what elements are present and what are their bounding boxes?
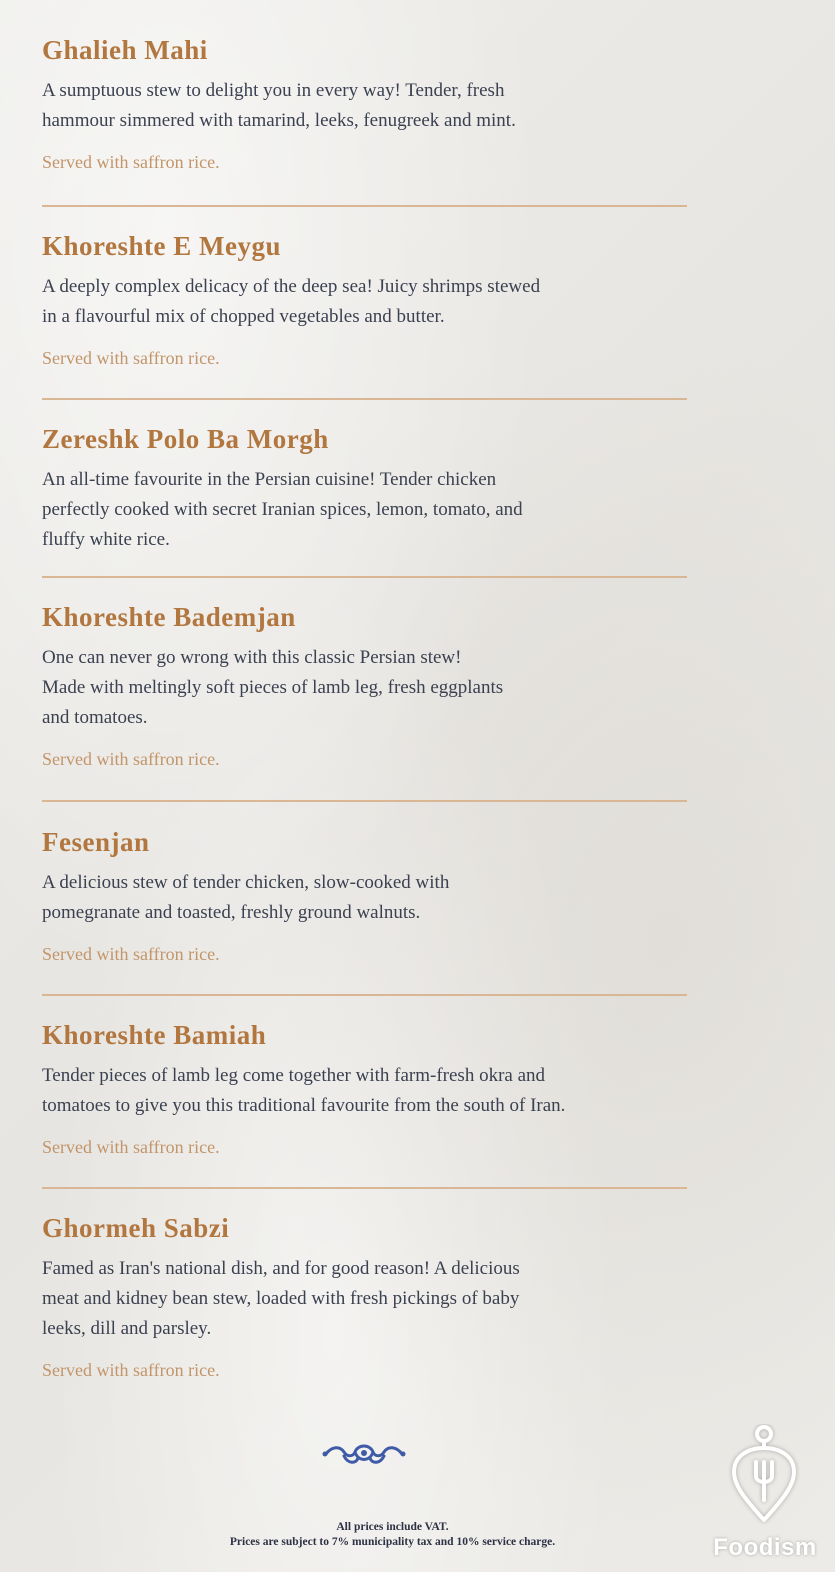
description-line: in a flavourful mix of chopped vegetables and butter. [42, 306, 445, 327]
dish-description [42, 1061, 687, 1121]
description-line: and tomatoes. [42, 707, 148, 728]
dish-name: Khoreshte Bamiah [42, 1020, 267, 1050]
description-line: perfectly cooked with secret Iranian spices, lemon, tomato, and [42, 499, 523, 520]
divider [42, 800, 687, 802]
dish-name: Ghalieh Mahi [42, 35, 208, 65]
description-line: A sumptuous stew to delight you in every way! Tender, fresh [42, 80, 505, 101]
dish-description [42, 868, 687, 928]
price-disclaimer [120, 1520, 665, 1550]
description-line: A delicious stew of tender chicken, slow-cooked with [42, 872, 450, 893]
dish-description [42, 272, 687, 332]
served-with-note: Served with saffron rice. [42, 152, 220, 172]
divider [42, 398, 687, 400]
brand-name: Foodism [713, 1534, 817, 1561]
dish-description [42, 643, 687, 733]
dish-name: Fesenjan [42, 827, 150, 857]
served-with-note: Served with saffron rice. [42, 944, 220, 964]
dish-description [42, 1254, 687, 1344]
divider [42, 994, 687, 996]
divider [42, 576, 687, 578]
served-with-note: Served with saffron rice. [42, 348, 220, 368]
divider [42, 205, 687, 207]
menu-item [42, 226, 687, 370]
served-with-note: Served with saffron rice. [42, 749, 220, 769]
description-line: fluffy white rice. [42, 529, 170, 550]
description-line: Made with meltingly soft pieces of lamb leg, fresh eggplants [42, 677, 504, 698]
description-line: Tender pieces of lamb leg come together with farm-fresh okra and [42, 1065, 546, 1086]
fork-location-pin-icon [712, 1424, 818, 1534]
description-line: pomegranate and toasted, freshly ground walnuts. [42, 902, 421, 923]
footer-line-charges: Prices are subject to 7% municipality tax and 10% service charge. [229, 1536, 556, 1548]
menu-item [42, 597, 687, 771]
served-with-note: Served with saffron rice. [42, 1360, 220, 1380]
description-line: tomatoes to give you this traditional favourite from the south of Iran. [42, 1095, 566, 1116]
menu-item [42, 30, 687, 174]
dish-name: Ghormeh Sabzi [42, 1213, 230, 1243]
menu-item [42, 1015, 687, 1159]
divider [42, 1187, 687, 1189]
description-line: Famed as Iran's national dish, and for good reason! A delicious [42, 1258, 520, 1279]
ornament-flourish-icon [322, 1440, 406, 1468]
menu-item [42, 1208, 687, 1382]
footer-line-vat: All prices include VAT. [336, 1521, 449, 1533]
dish-description [42, 465, 687, 555]
served-with-note: Served with saffron rice. [42, 1137, 220, 1157]
dish-name: Khoreshte Bademjan [42, 602, 296, 632]
dish-description [42, 76, 687, 136]
description-line: hammour simmered with tamarind, leeks, fenugreek and mint. [42, 110, 516, 131]
dish-name: Khoreshte E Meygu [42, 231, 281, 261]
foodism-watermark [712, 1424, 818, 1564]
description-line: meat and kidney bean stew, loaded with fresh pickings of baby [42, 1288, 520, 1309]
menu-item [42, 419, 687, 555]
description-line: A deeply complex delicacy of the deep sea! Juicy shrimps stewed [42, 276, 541, 297]
description-line: An all-time favourite in the Persian cuisine! Tender chicken [42, 469, 497, 490]
menu-item [42, 822, 687, 966]
description-line: One can never go wrong with this classic Persian stew! [42, 647, 462, 668]
dish-name: Zereshk Polo Ba Morgh [42, 424, 329, 454]
description-line: leeks, dill and parsley. [42, 1318, 212, 1339]
